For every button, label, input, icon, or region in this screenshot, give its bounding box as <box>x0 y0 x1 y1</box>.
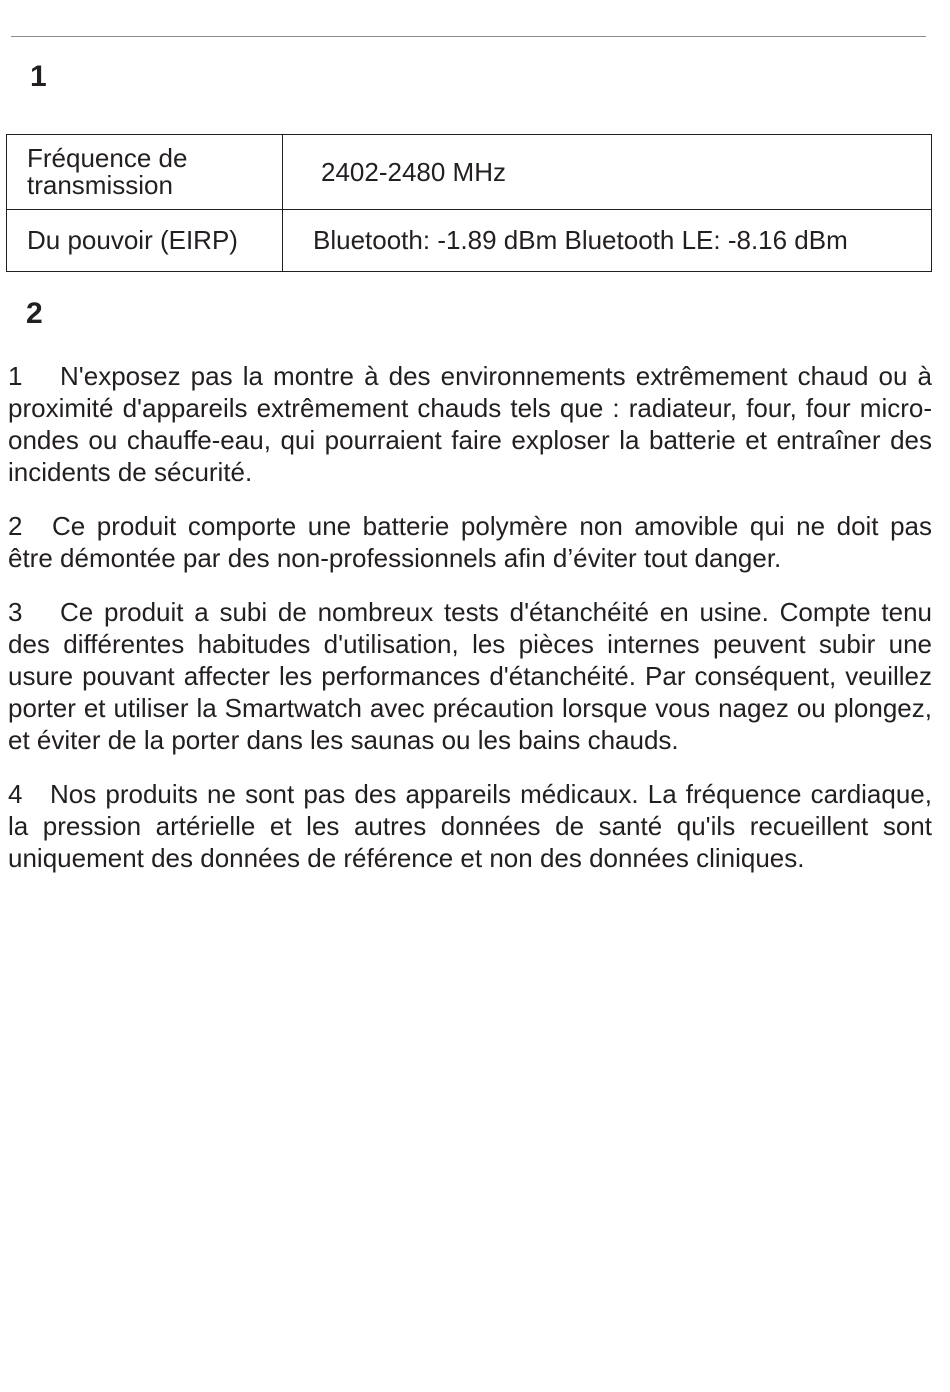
note-number: 4 <box>8 779 23 809</box>
note-number: 3 <box>8 597 23 627</box>
note-text: Nos produits ne sont pas des appareils médicaux. La fréquence cardiaque, la pression artérielle et les autres données de santé qu'ils recueillent sont uniquement des données de référence et non des données cliniques. <box>8 779 932 873</box>
note-text: N'exposez pas la montre à des environnements extrêmement chaud ou à proximité d'appareils extrêmement chauds tels que : radiateur, four, four micro-ondes ou chauffe-eau, qui pourraient faire exploser la batterie et entraîner des incidents de sécurité. <box>8 361 932 487</box>
power-label: Du pouvoir (EIRP) <box>7 210 283 272</box>
frequency-value: 2402-2480 MHz <box>283 135 932 210</box>
table-row <box>7 210 932 272</box>
note-item <box>8 596 932 756</box>
note-item <box>8 360 932 488</box>
table-row <box>7 135 932 210</box>
spec-label-cell <box>7 135 283 210</box>
section-number-2: 2 <box>26 297 43 330</box>
power-value: Bluetooth: -1.89 dBm Bluetooth LE: -8.16 dBm <box>283 210 932 272</box>
safety-notes <box>8 360 932 896</box>
note-number: 1 <box>8 361 23 391</box>
top-divider <box>11 36 926 37</box>
frequency-label: Fréquence de transmission <box>27 143 188 200</box>
section-number-1: 1 <box>30 60 47 93</box>
note-number: 2 <box>8 511 23 541</box>
note-text: Ce produit comporte une batterie polymère non amovible qui ne doit pas être démontée par des non-professionnels afin d’éviter tout danger. <box>8 511 932 573</box>
spec-table <box>6 134 932 272</box>
note-item <box>8 778 932 874</box>
note-text: Ce produit a subi de nombreux tests d'étanchéité en usine. Compte tenu des différentes habitudes d'utilisation, les pièces internes peuvent subir une usure pouvant affecter les performances d'étanchéité. Par conséquent, veuillez porter et utiliser la Smartwatch avec précaution lorsque vous nagez ou plongez, et éviter de la porter dans les saunas ou les bains chauds. <box>8 597 932 755</box>
note-item <box>8 510 932 574</box>
